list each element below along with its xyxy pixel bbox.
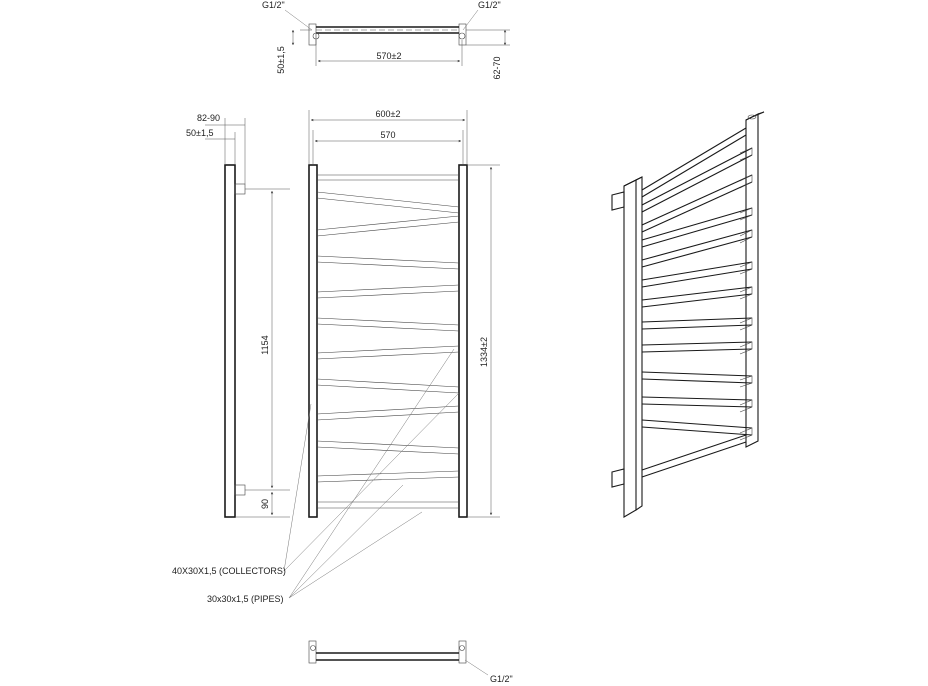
side-collector	[225, 165, 235, 517]
top-fitting-left-label: G1/2"	[262, 0, 285, 10]
front-height-label: 1334±2	[479, 337, 489, 367]
side-height-label: 1154	[260, 335, 270, 355]
bottom-left-fitting-icon	[311, 646, 316, 651]
top-width-label: 570±2	[376, 51, 402, 61]
top-left-collector	[309, 24, 316, 45]
top-fitting-right-label: G1/2"	[478, 0, 501, 10]
front-rungs	[317, 175, 459, 508]
iso-front-collector	[624, 180, 636, 517]
iso-back-collector	[746, 114, 758, 447]
side-depth-inner-label: 50±1,5	[186, 128, 214, 138]
bottom-right-collector	[459, 641, 466, 663]
collectors-note: 40X30X1,5 (COLLECTORS)	[172, 566, 286, 576]
top-offset-right-label: 62-70	[492, 56, 502, 80]
side-view	[186, 113, 290, 517]
top-offset-left-label: 50±1,5	[276, 46, 286, 74]
side-lower-bracket	[235, 485, 245, 495]
side-depth-outer-label: 82-90	[197, 113, 221, 123]
front-width-overall-label: 600±2	[375, 109, 401, 119]
material-notes	[172, 349, 459, 604]
side-upper-bracket	[235, 184, 245, 194]
bottom-view	[309, 641, 513, 684]
pipes-note: 30x30x1,5 (PIPES)	[207, 594, 284, 604]
front-view	[309, 109, 500, 517]
bottom-left-collector	[309, 641, 316, 663]
bottom-fitting-label: G1/2"	[490, 674, 513, 684]
iso-lower-bracket	[612, 469, 624, 487]
front-left-collector	[309, 165, 317, 517]
top-view	[262, 0, 510, 80]
isometric-view	[612, 112, 764, 517]
iso-upper-bracket	[612, 192, 624, 210]
iso-rungs	[642, 128, 752, 477]
side-bottom-offset-label: 90	[260, 498, 270, 510]
front-right-collector	[459, 165, 467, 517]
bottom-right-fitting-icon	[460, 646, 465, 651]
top-right-fitting-icon	[459, 33, 465, 39]
front-width-inner-label: 570	[380, 130, 396, 140]
